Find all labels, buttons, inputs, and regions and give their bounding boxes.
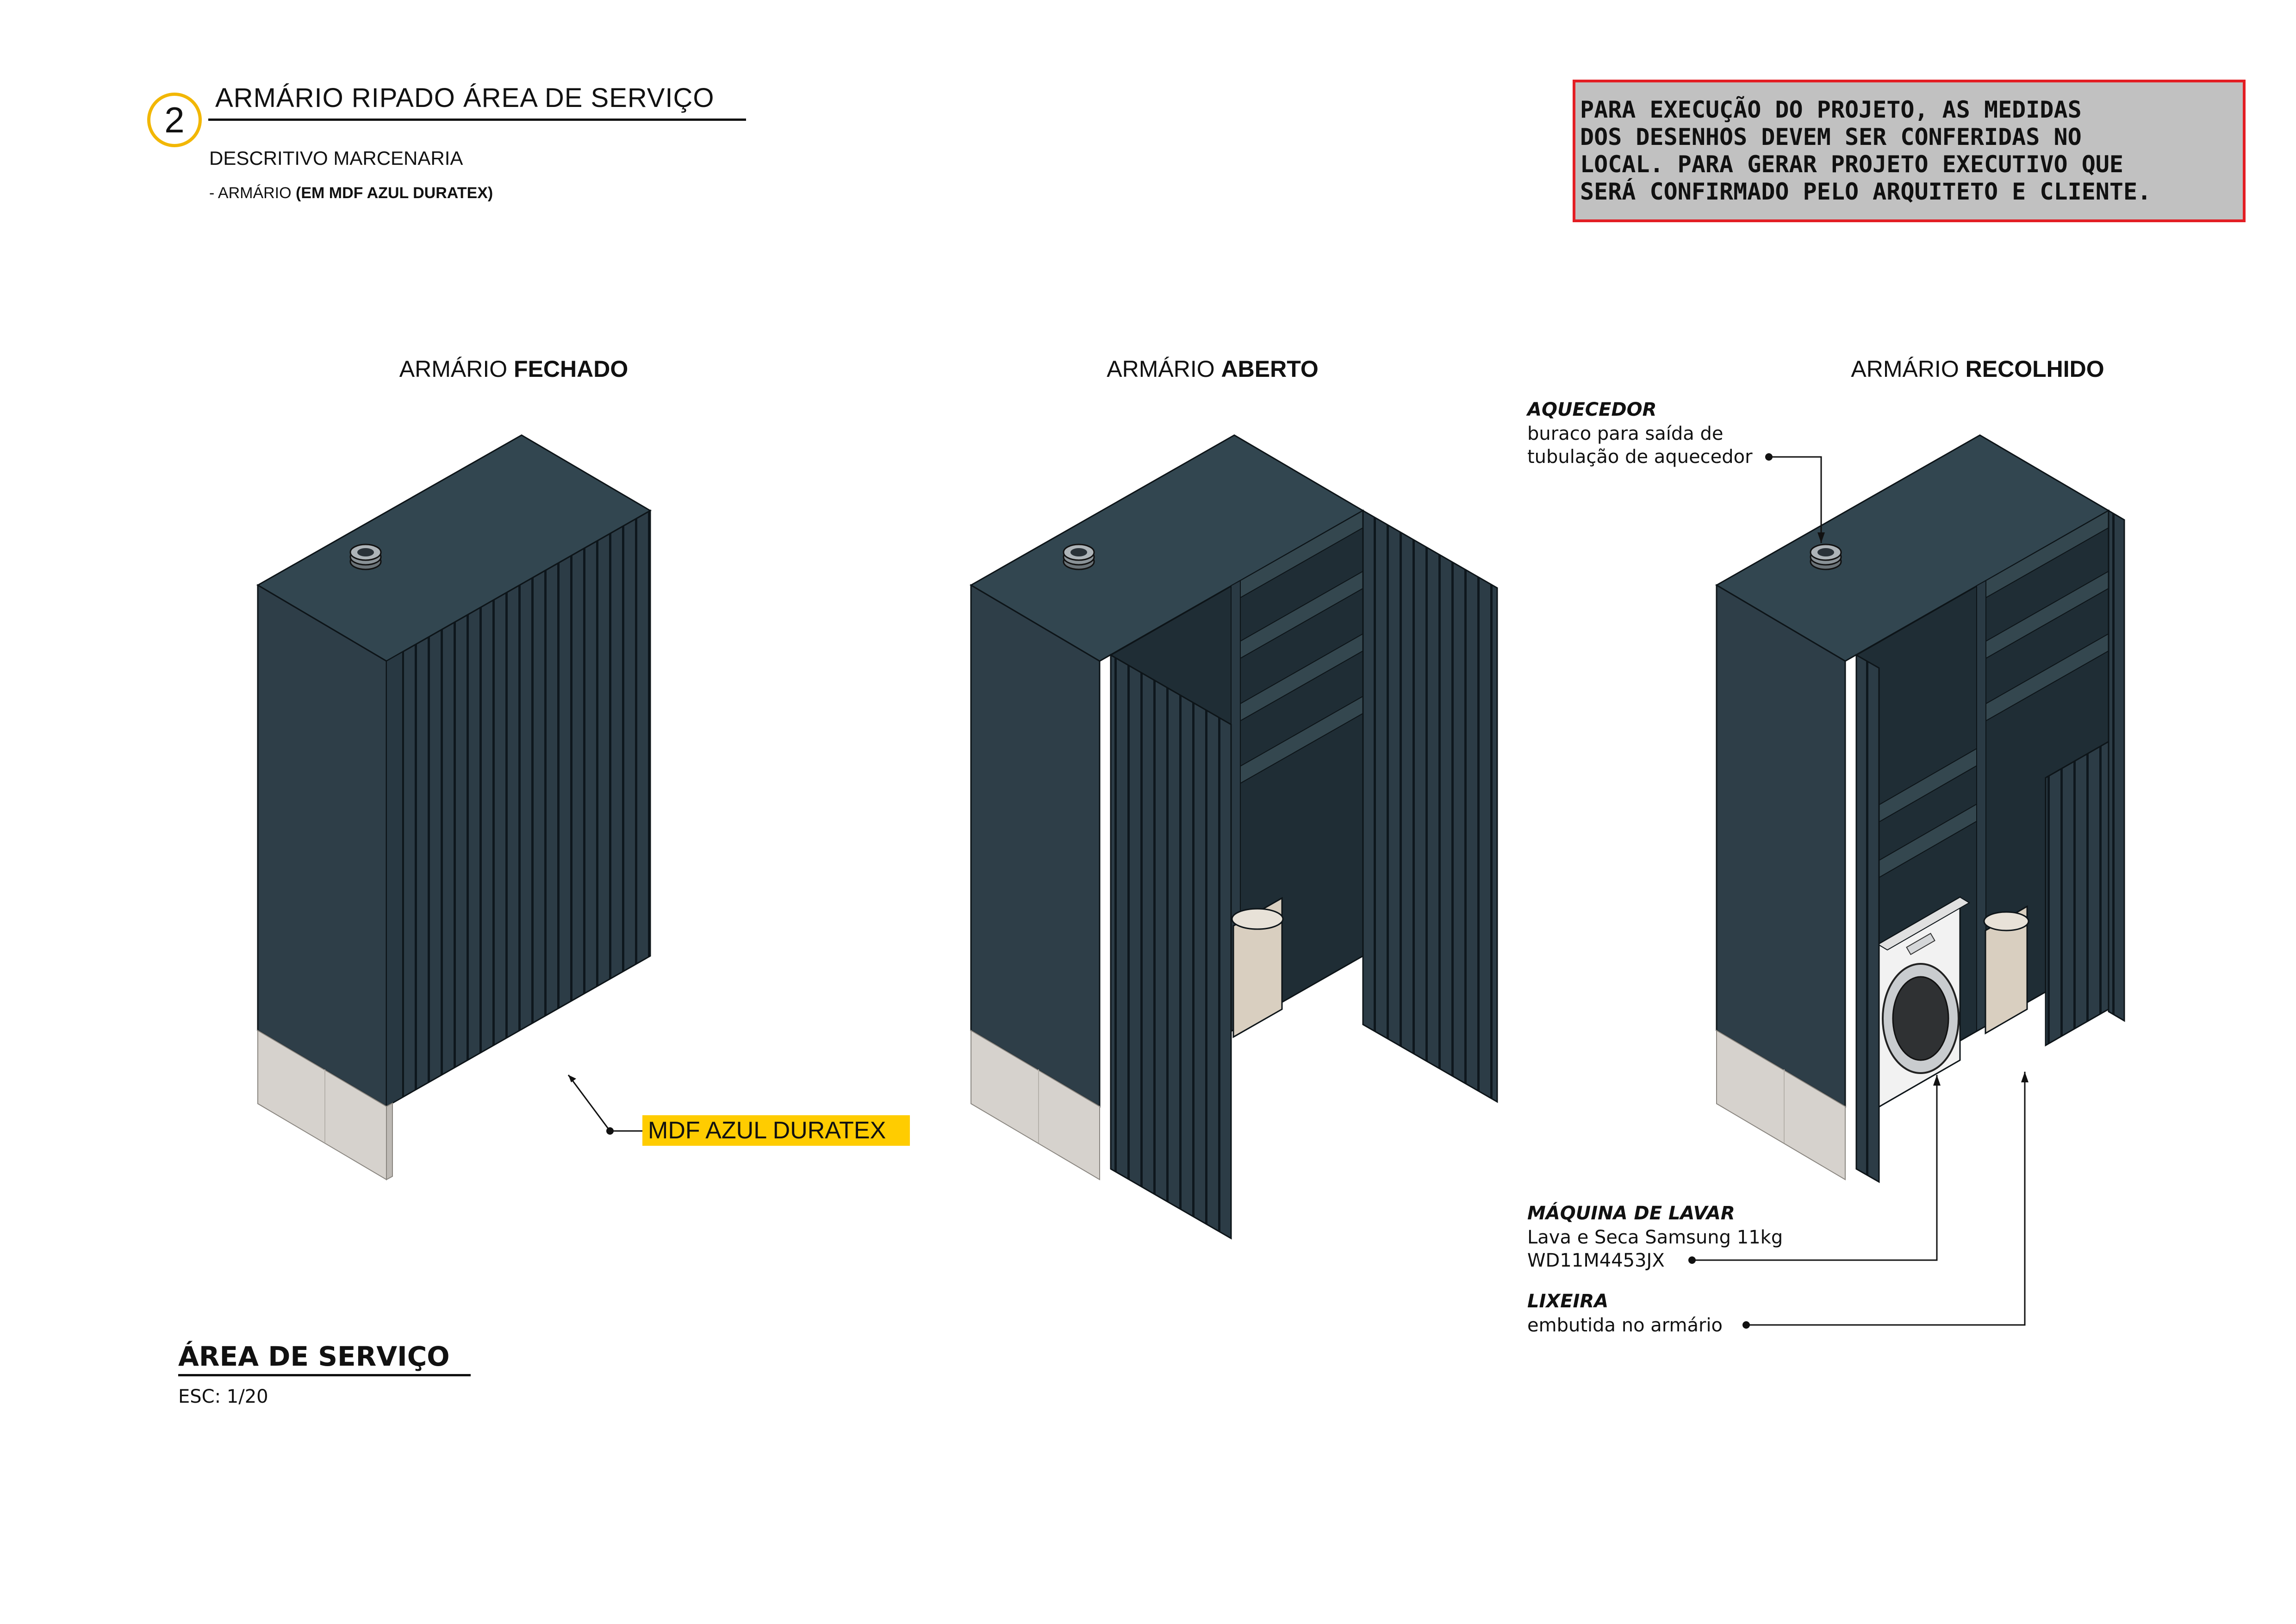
title-underline — [208, 119, 746, 121]
view-label-state: FECHADO — [514, 356, 628, 382]
cabinet-closed-base-side — [386, 1103, 392, 1180]
page-title: ARMÁRIO RIPADO ÁREA DE SERVIÇO — [215, 83, 715, 113]
cabinet-open-front — [971, 585, 1100, 1106]
drawing-scale: ESC: 1/20 — [178, 1386, 268, 1407]
cabinet-open-right-door — [1363, 511, 1497, 1102]
cabinet-retracted-front — [1717, 585, 1845, 1106]
notice-line: PARA EXECUÇÃO DO PROJETO, AS MEDIDAS — [1580, 96, 2082, 123]
description-item — [209, 184, 493, 202]
heater-outlet-icon — [350, 544, 381, 569]
view-label-retracted — [1851, 356, 2104, 382]
area-title: ÁREA DE SERVIÇO — [178, 1341, 450, 1372]
cabinet-retracted-left-door — [1856, 655, 1879, 1182]
heater-outlet-icon — [1064, 544, 1094, 569]
view-label-prefix: ARMÁRIO — [1851, 356, 1959, 382]
area-title-underline — [178, 1374, 471, 1376]
view-label-closed — [399, 356, 628, 382]
view-label-state: ABERTO — [1221, 356, 1319, 382]
view-label-prefix: ARMÁRIO — [399, 356, 508, 382]
description-item-bold: (EM MDF AZUL DURATEX) — [296, 184, 493, 202]
material-leader — [568, 1075, 642, 1131]
cabinet-open — [971, 435, 1497, 1238]
material-tag: MDF AZUL DURATEX — [642, 1115, 910, 1146]
washer-callout-line: Lava e Seca Samsung 11kg — [1527, 1227, 1783, 1248]
heater-outlet-icon — [1811, 544, 1841, 569]
notice-line: LOCAL. PARA GERAR PROJETO EXECUTIVO QUE — [1580, 151, 2123, 178]
execution-notice-box — [1573, 80, 2246, 222]
notice-line: DOS DESENHOS DEVEM SER CONFERIDAS NO — [1580, 124, 2082, 150]
cabinet-open-left-door — [1111, 655, 1231, 1238]
view-label-prefix: ARMÁRIO — [1107, 356, 1215, 382]
description-item-prefix: - ARMÁRIO — [209, 184, 292, 202]
cabinet-closed — [258, 435, 650, 1180]
cabinet-retracted-right-door — [2046, 742, 2109, 1045]
view-label-state: RECOLHIDO — [1965, 356, 2104, 382]
cabinet-closed-front — [258, 585, 386, 1106]
bin-callout-title: LIXEIRA — [1527, 1291, 1609, 1312]
heater-callout-line: tubulação de aquecedor — [1527, 446, 1753, 468]
page-subtitle: DESCRITIVO MARCENARIA — [209, 147, 463, 169]
cabinet-closed-side-panel — [386, 652, 403, 1106]
heater-callout-title: AQUECEDOR — [1527, 399, 1657, 420]
washer-callout-title: MÁQUINA DE LAVAR — [1527, 1203, 1735, 1224]
heater-callout-line: buraco para saída de — [1527, 423, 1724, 444]
view-label-open — [1107, 356, 1318, 382]
cabinet-retracted — [1688, 435, 2124, 1329]
sheet-number-badge: 2 — [147, 93, 202, 147]
washer-callout-line: WD11M4453JX — [1527, 1250, 1665, 1271]
bin-callout-line: embutida no armário — [1527, 1315, 1723, 1336]
notice-line: SERÁ CONFIRMADO PELO ARQUITETO E CLIENTE. — [1580, 178, 2152, 205]
